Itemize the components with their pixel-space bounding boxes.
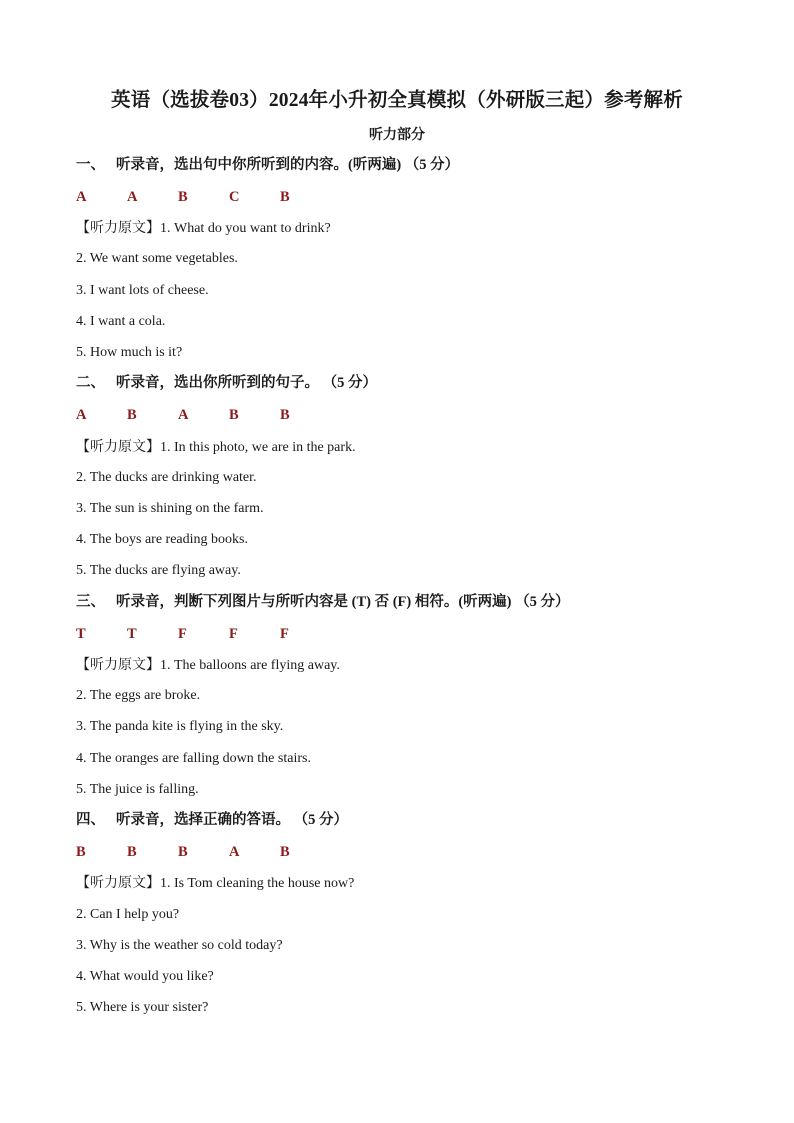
answer: A [76,407,87,423]
transcript-line: 【听力原文】1. In this photo, we are in the park. [76,439,356,455]
section-number: 三、 [76,594,105,610]
section-number: 一、 [76,157,105,173]
answer: B [280,844,290,860]
page-subtitle: 听力部分 [369,128,425,143]
answer-key-1 [76,188,331,207]
transcript-line: 2. The eggs are broke. [76,688,201,703]
answer-key-2 [76,406,331,425]
section-number: 四、 [76,812,105,828]
answer: T [76,626,86,642]
answer: F [178,626,187,642]
answer: B [178,189,188,205]
section-heading-2 [76,374,377,392]
answer: F [280,626,289,642]
transcript-line: 5. The juice is falling. [76,782,199,797]
section-heading-3 [76,593,570,611]
section-number: 二、 [76,375,105,391]
transcript-line: 4. The oranges are falling down the stairs. [76,751,311,766]
transcript-tag: 【听力原文】 [76,657,160,673]
section-instruction: 听录音，判断下列图片与所听内容是 (T) 否 (F) 相符。(听两遍) （5 分） [116,594,570,610]
page-title: 英语（选拔卷03）2024年小升初全真模拟（外研版三起）参考解析 [111,90,683,111]
answer: A [76,189,87,205]
section-heading-1 [76,156,459,174]
answer-key-3 [76,625,331,644]
transcript-line: 4. What would you like? [76,969,214,984]
transcript-line: 【听力原文】1. Is Tom cleaning the house now? [76,875,355,891]
transcript-line: 2. The ducks are drinking water. [76,470,257,485]
answer: A [127,189,138,205]
transcript-line: 4. I want a cola. [76,314,166,329]
transcript-line: 4. The boys are reading books. [76,532,248,547]
section-heading-4 [76,811,348,829]
answer: F [229,626,238,642]
transcript-line: 3. The panda kite is flying in the sky. [76,719,284,734]
transcript-line: 3. I want lots of cheese. [76,283,209,298]
transcript-line: 【听力原文】1. The balloons are flying away. [76,657,340,673]
transcript-line: 2. We want some vegetables. [76,251,238,266]
answer-key-4 [76,843,331,862]
answer: B [280,407,290,423]
answer: B [127,407,137,423]
section-instruction: 听录音，选择正确的答语。 （5 分） [116,812,348,828]
answer: B [229,407,239,423]
transcript-tag: 【听力原文】 [76,875,160,891]
transcript-line: 3. The sun is shining on the farm. [76,501,264,516]
transcript-tag: 【听力原文】 [76,220,160,236]
transcript-line: 2. Can I help you? [76,907,180,922]
answer: B [76,844,86,860]
answer: B [127,844,137,860]
answer: A [229,844,240,860]
answer: B [178,844,188,860]
transcript-line: 【听力原文】1. What do you want to drink? [76,220,331,236]
transcript-line: 5. The ducks are flying away. [76,563,241,578]
answer: C [229,189,240,205]
transcript-line: 3. Why is the weather so cold today? [76,938,283,953]
transcript-line: 5. Where is your sister? [76,1000,209,1015]
answer: A [178,407,189,423]
transcript-line: 5. How much is it? [76,345,183,360]
section-instruction: 听录音，选出句中你所听到的内容。(听两遍) （5 分） [116,157,460,173]
transcript-tag: 【听力原文】 [76,439,160,455]
answer: B [280,189,290,205]
answer: T [127,626,137,642]
section-instruction: 听录音，选出你所听到的句子。 （5 分） [116,375,377,391]
